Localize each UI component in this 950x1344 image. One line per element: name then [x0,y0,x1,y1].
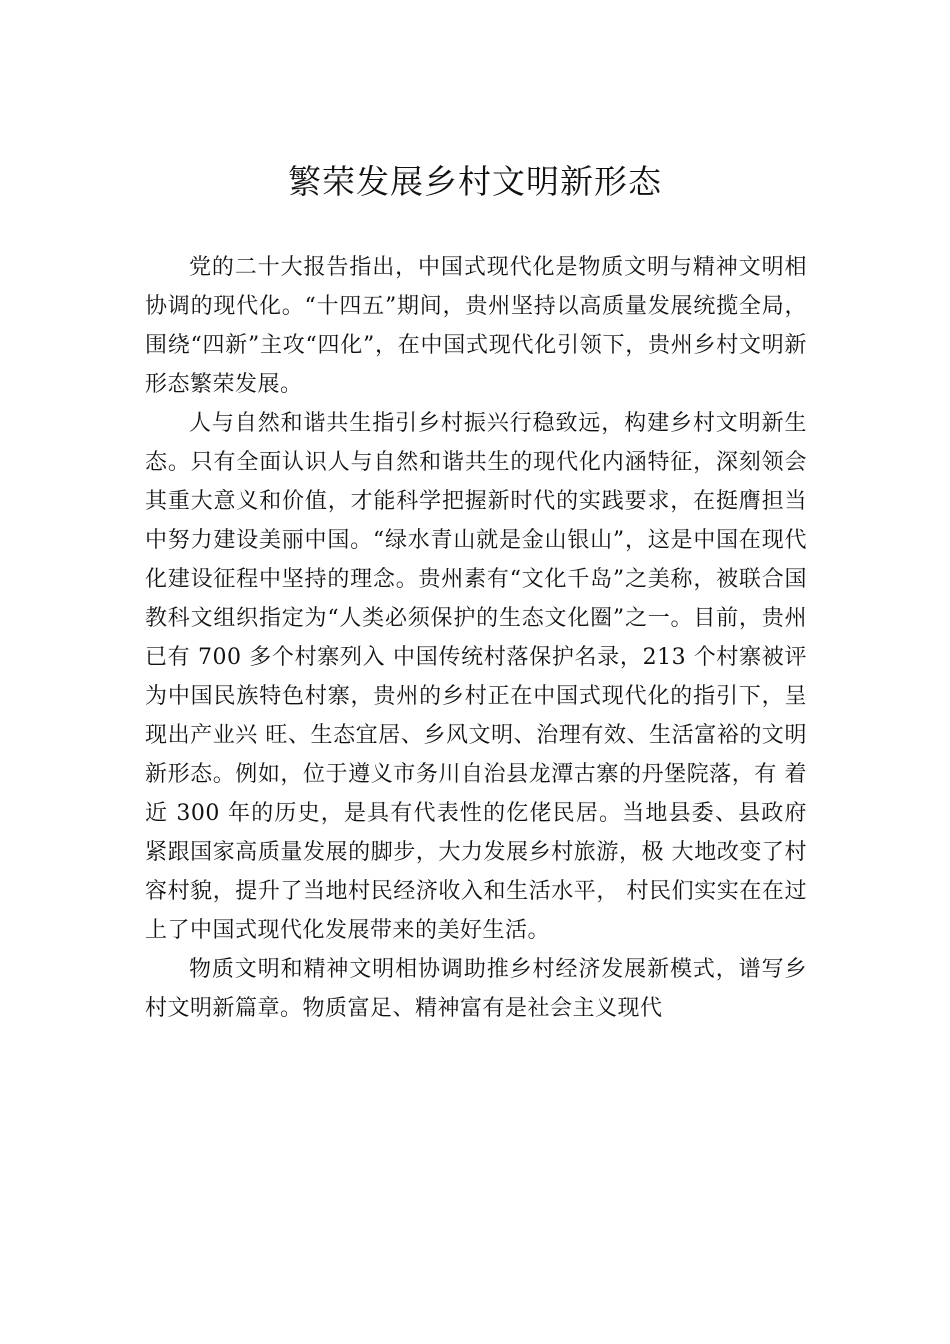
article-body [145,248,807,1028]
paragraph-1: 党的二十大报告指出，中国式现代化是物质文明与精神文明相协调的现代化。“十四五”期间，贵州坚持以高质量发展统揽全局，围绕“四新”主攻“四化”，在中国式现代化引领下，贵州乡村文明新形态繁荣发展。 [145,255,807,397]
page-title: 繁荣发展乡村文明新形态 [288,162,662,201]
paragraph-2: 人与自然和谐共生指引乡村振兴行稳致远，构建乡村文明新生态。只有全面认识人与自然和谐共生的现代化内涵特征，深刻领会其重大意义和价值，才能科学把握新时代的实践要求，在挺膺担当中努力建设美丽中国。“绿水青山就是金山银山”，这是中国在现代化建设征程中坚持的理念。贵州素有“文化千岛”之美称，被联合国教科文组织指定为“人类必须保护的生态文化圈”之一。目前，贵州已有 700 多个村寨列入 中国传统村落保护名录，213 个村寨被评为中国民族特色村寨，贵州的乡村正在中国式现代化的指引下，呈现出产业兴 旺、生态宜居、乡风文明、治理有效、生活富裕的文明新形态。例如，位于遵义市务川自治县龙潭古寨的丹堡院落，有 着近 300 年的历史，是具有代表性的仡佬民居。当地县委、县政府紧跟国家高质量发展的脚步，大力发展乡村旅游，极 大地改变了村容村貌，提升了当地村民经济收入和生活水平， 村民们实实在在过上了中国式现代化发展带来的美好生活。 [145,411,807,943]
paragraph-3: 物质文明和精神文明相协调助推乡村经济发展新模式，谱写乡村文明新篇章。物质富足、精神富有是社会主义现代 [145,957,807,1021]
